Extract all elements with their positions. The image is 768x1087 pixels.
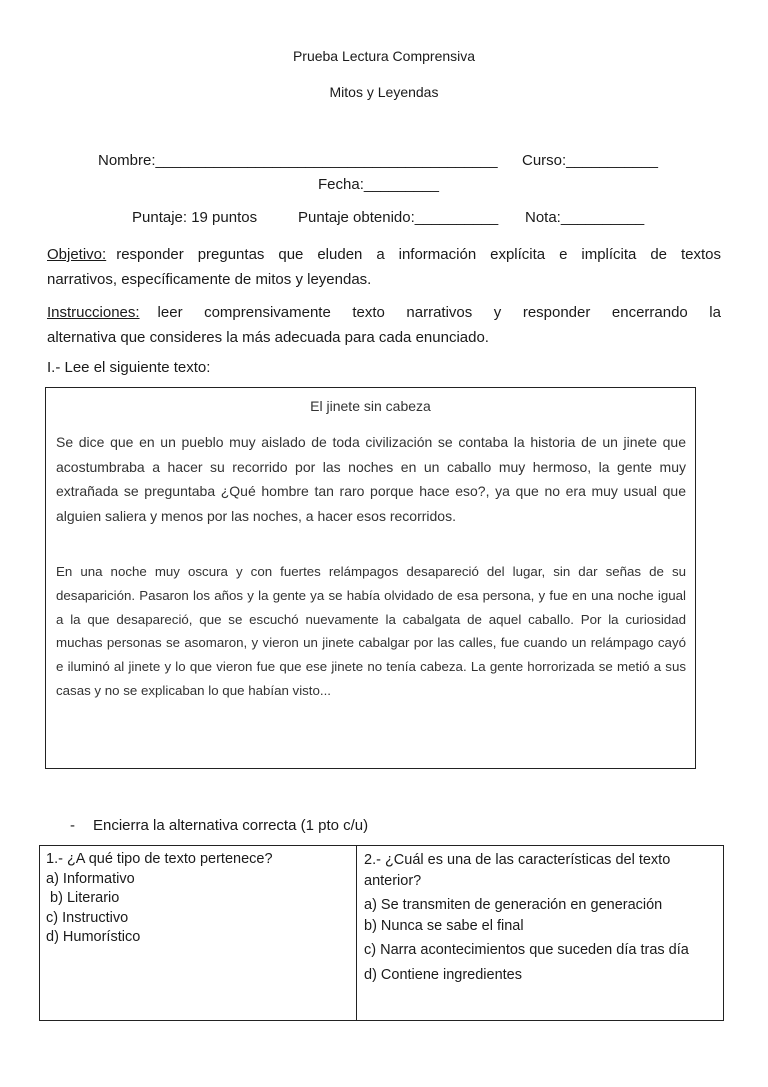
- question-1-option-d[interactable]: d) Humorístico: [46, 929, 141, 945]
- task-bullet: -: [70, 817, 75, 834]
- objective-label: Objetivo:: [47, 246, 107, 263]
- objective-block: [47, 242, 721, 292]
- story-title: El jinete sin cabeza: [310, 398, 431, 414]
- date-field-label: Fecha:_________: [318, 176, 439, 193]
- instructions-block: [47, 300, 721, 350]
- question-2-option-c[interactable]: c) Narra acontecimientos que suceden día tras día: [364, 942, 689, 958]
- question-1-option-a[interactable]: a) Informativo: [46, 870, 135, 887]
- question-1: [46, 850, 346, 948]
- question-2-option-a[interactable]: a) Se transmiten de generación en generación: [364, 897, 663, 913]
- question-2-option-d[interactable]: d) Contiene ingredientes: [364, 966, 522, 983]
- objective-text-line1: responder preguntas que eluden a información explícita e implícita de textos: [116, 246, 721, 263]
- grade-field: Nota:__________: [525, 209, 645, 226]
- reading-passage-box: [45, 387, 696, 769]
- objective-text-line2: narrativos, específicamente de mitos y leyendas.: [47, 271, 372, 288]
- instructions-text-line1: leer comprensivamente texto narrativos y responder encerrando la: [157, 304, 721, 321]
- table-divider: [356, 846, 357, 1020]
- instructions-text-line2: alternativa que consideres la más adecuada para cada enunciado.: [47, 329, 489, 346]
- score-obtained-field: Puntaje obtenido:__________: [298, 209, 499, 226]
- question-2: [364, 850, 716, 985]
- question-2-option-b[interactable]: b) Nunca se sabe el final: [364, 917, 524, 934]
- section-heading: I.- Lee el siguiente texto:: [47, 359, 211, 376]
- questions-table: [39, 845, 724, 1021]
- instructions-label: Instrucciones:: [47, 304, 140, 321]
- name-field-label: Nombre:_________________________________________: [98, 152, 498, 169]
- page-subtitle: Mitos y Leyendas: [329, 84, 439, 100]
- page-title: Prueba Lectura Comprensiva: [292, 48, 476, 64]
- task-instruction: Encierra la alternativa correcta (1 pto c/u): [93, 817, 369, 834]
- score-total: Puntaje: 19 puntos: [132, 209, 258, 226]
- question-1-option-c[interactable]: c) Instructivo: [46, 909, 129, 926]
- story-paragraph-2: En una noche muy oscura y con fuertes relámpagos desapareció del lugar, sin dar señas de su desaparición. Pasaron los años y la gente ya se había olvidado de esa persona, y fue en una noche igual a la que desapareció, que se escuchó nuevamente la cabalgata de aquel caballo. Por la curiosidad muchas personas se asomaron, y vieron un jinete cabalgar por las calles, fue cuando un relámpago cayó e iluminó al jinete y lo que vieron fue que ese jinete no tenía cabeza. La gente horrorizada se metió a sus casas y no se explicaban lo que habían visto...: [56, 564, 686, 698]
- question-1-prompt: 1.- ¿A qué tipo de texto pertenece?: [46, 851, 273, 867]
- story-paragraph-1: Se dice que en un pueblo muy aislado de toda civilización se contaba la historia de un jinete que acostumbraba a hacer su recorrido por las noches en un caballo muy hermoso, la gente muy extrañada se preguntaba ¿Qué hombre tan raro porque hace eso?, ya que no era muy usual que alguien saliera y menos por las noches, a hacer esos recorridos.: [56, 434, 686, 524]
- course-field-label: Curso:___________: [522, 152, 658, 169]
- question-1-option-b[interactable]: b) Literario: [46, 890, 120, 906]
- question-2-prompt: 2.- ¿Cuál es una de las características del texto anterior?: [364, 852, 671, 889]
